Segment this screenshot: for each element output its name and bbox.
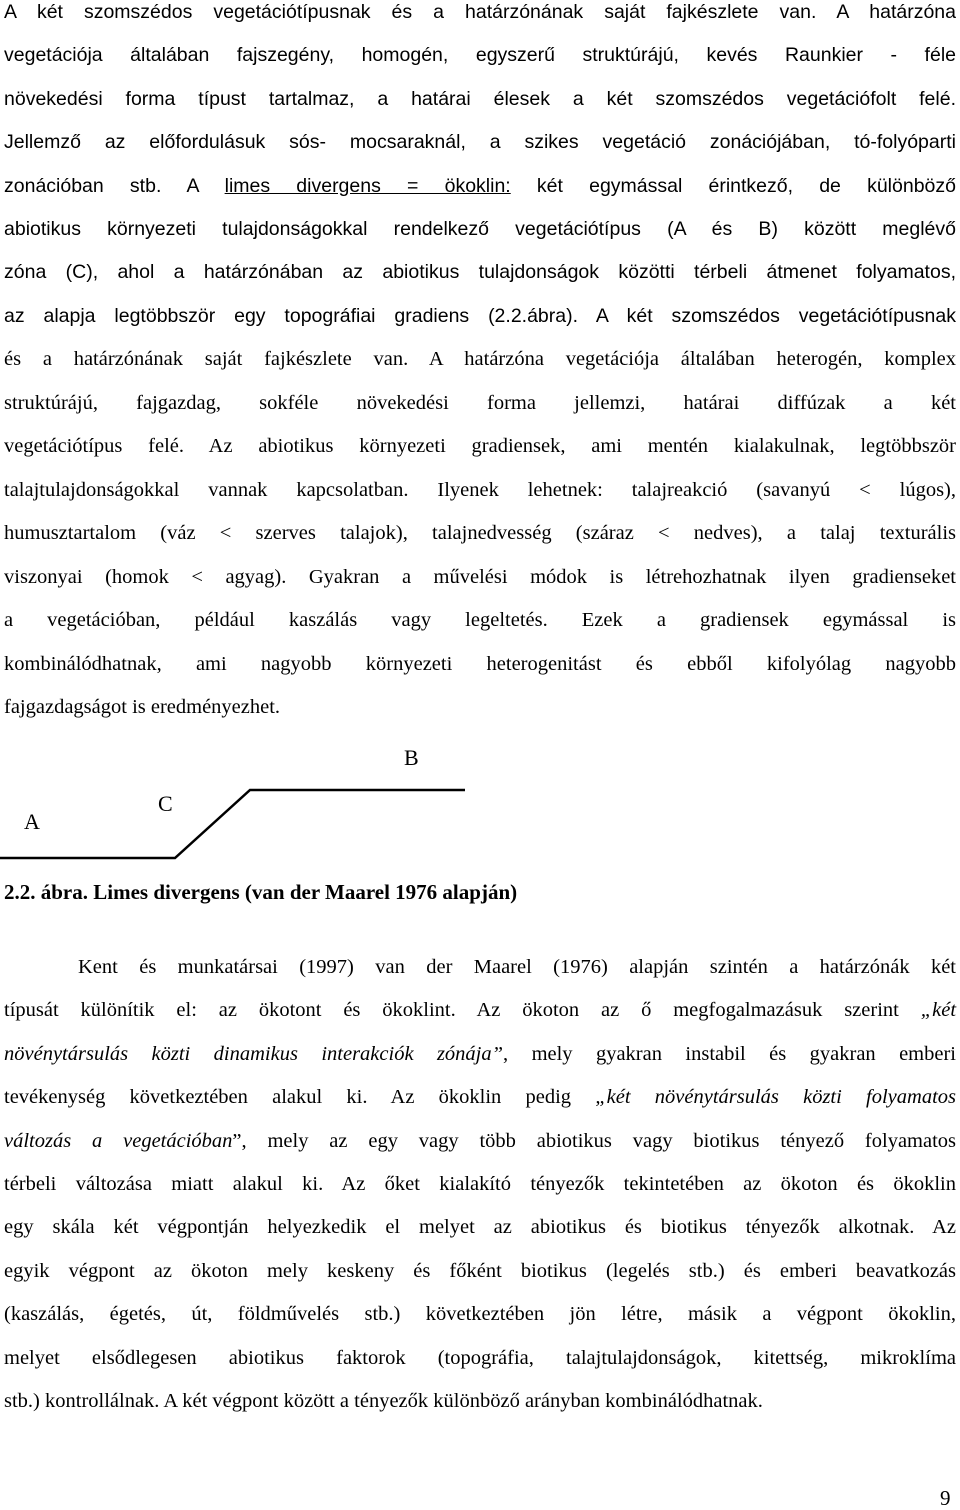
text-line-mixed [4, 1129, 956, 1153]
text-line: stb.) kontrollálnak. A két végpont között a tényezők különböző arányban kombinálódhatnak. [4, 1390, 763, 1412]
text-line: kombinálódhatnak, ami nagyobb környezeti heterogenitást és ebből kifolyólag nagyobb [4, 653, 956, 675]
term-limes-divergens: limes divergens = ökoklin: [224, 175, 511, 197]
text-line: térbeli változása miatt alakul ki. Az őket kialakító tényezők tekintetében az ökoton és ökoklin [4, 1173, 956, 1195]
text-line: (kaszálás, égetés, út, földművelés stb.) következtében jön létre, másik a végpont ökoklin, [4, 1303, 956, 1325]
text-line: és a határzónának saját fajkészlete van. A határzóna vegetációja általában heterogén, komplex [4, 348, 956, 370]
text-span: tevékenység következtében alakul ki. Az ökoklin pedig [4, 1086, 572, 1108]
zone-label-b: B [404, 745, 419, 770]
text-line: fajgazdagságot is eredményezhet. [4, 696, 281, 718]
text-span: zonációban stb. [4, 175, 162, 197]
text-line: A két szomszédos vegetációtípusnak és a határzónának saját fajkészlete van. A határzóna [4, 1, 956, 23]
page-number: 9 [940, 1486, 951, 1510]
quote-span: növénytársulás közti dinamikus interakciók zónája” [4, 1043, 504, 1065]
text-span: két egymással érintkező, de különböző [536, 175, 956, 197]
quote-span: „két növénytársulás közti folyamatos [595, 1086, 957, 1108]
text-line: vegetációtípus felé. Az abiotikus környezeti gradiensek, ami mentén kialakulnak, legtöbbször [4, 435, 956, 457]
text-line: vegetációja általában fajszegény, homogén, egyszerű struktúrájú, kevés Raunkier - féle [4, 44, 956, 66]
text-span: , mely gyakran instabil és gyakran emberi [503, 1043, 956, 1065]
text-line: melyet elsődlegesen abiotikus faktorok (topográfia, talajtulajdonságok, kitettség, mikroklíma [4, 1347, 956, 1369]
quote-span: „két [920, 999, 957, 1021]
text-line: humusztartalom (váz < szerves talajok), talajnedvesség (száraz < nedves), a talaj texturális [4, 522, 956, 544]
quote-span: változás a vegetációban [4, 1130, 233, 1152]
text-line: zóna (C), ahol a határzónában az abiotikus tulajdonságok közötti térbeli átmenet folyamatos, [4, 261, 956, 283]
text-span: A [186, 175, 199, 197]
zone-label-a: A [24, 809, 40, 834]
text-line: abiotikus környezeti tulajdonságokkal rendelkező vegetációtípus (A és B) között meglévő [4, 218, 956, 240]
text-line: Jellemző az előfordulásuk sós- mocsaraknál, a szikes vegetáció zonációjában, tó-folyóparti [4, 131, 956, 153]
text-line-mixed [4, 174, 956, 198]
text-line-mixed [4, 998, 956, 1022]
text-line: viszonyai (homok < agyag). Gyakran a művelési módok is létrehozhatnak ilyen gradienseket [4, 566, 956, 588]
text-span: típusát különítik el: az ökotont és ökoklint. Az ökoton az ő megfogalmazásuk szerint [4, 999, 899, 1021]
text-line: egy skála két végpontján helyezkedik el melyet az abiotikus és biotikus tényezők alkotnak. Az [4, 1216, 956, 1238]
zone-label-c: C [158, 791, 173, 816]
text-line: növekedési forma típust tartalmaz, a határai élesek a két szomszédos vegetációfolt felé. [4, 88, 956, 110]
figure-caption: 2.2. ábra. Limes divergens (van der Maarel 1976 alapján) [4, 880, 518, 904]
text-line-mixed [4, 1042, 956, 1066]
text-line: a vegetációban, például kaszálás vagy legeltetés. Ezek a gradiensek egymással is [4, 609, 956, 631]
text-line: Kent és munkatársai (1997) van der Maarel (1976) alapján szintén a határzónák két [78, 956, 956, 978]
text-line-mixed [4, 1085, 956, 1109]
text-line: egyik végpont az ökoton mely keskeny és főként biotikus (legelés stb.) és emberi beavatkozás [4, 1260, 956, 1282]
text-line: talajtulajdonságokkal vannak kapcsolatban. Ilyenek lehetnek: talajreakció (savanyú < lúgos), [4, 479, 956, 501]
text-line: struktúrájú, fajgazdag, sokféle növekedési forma jellemzi, határai diffúzak a két [4, 392, 956, 414]
limes-divergens-diagram [0, 740, 480, 870]
text-span: ”, mely az egy vagy több abiotikus vagy biotikus tényező folyamatos [232, 1130, 957, 1152]
text-line: az alapja legtöbbször egy topográfiai gradiens (2.2.ábra). A két szomszédos vegetációtípusnak [4, 305, 956, 327]
